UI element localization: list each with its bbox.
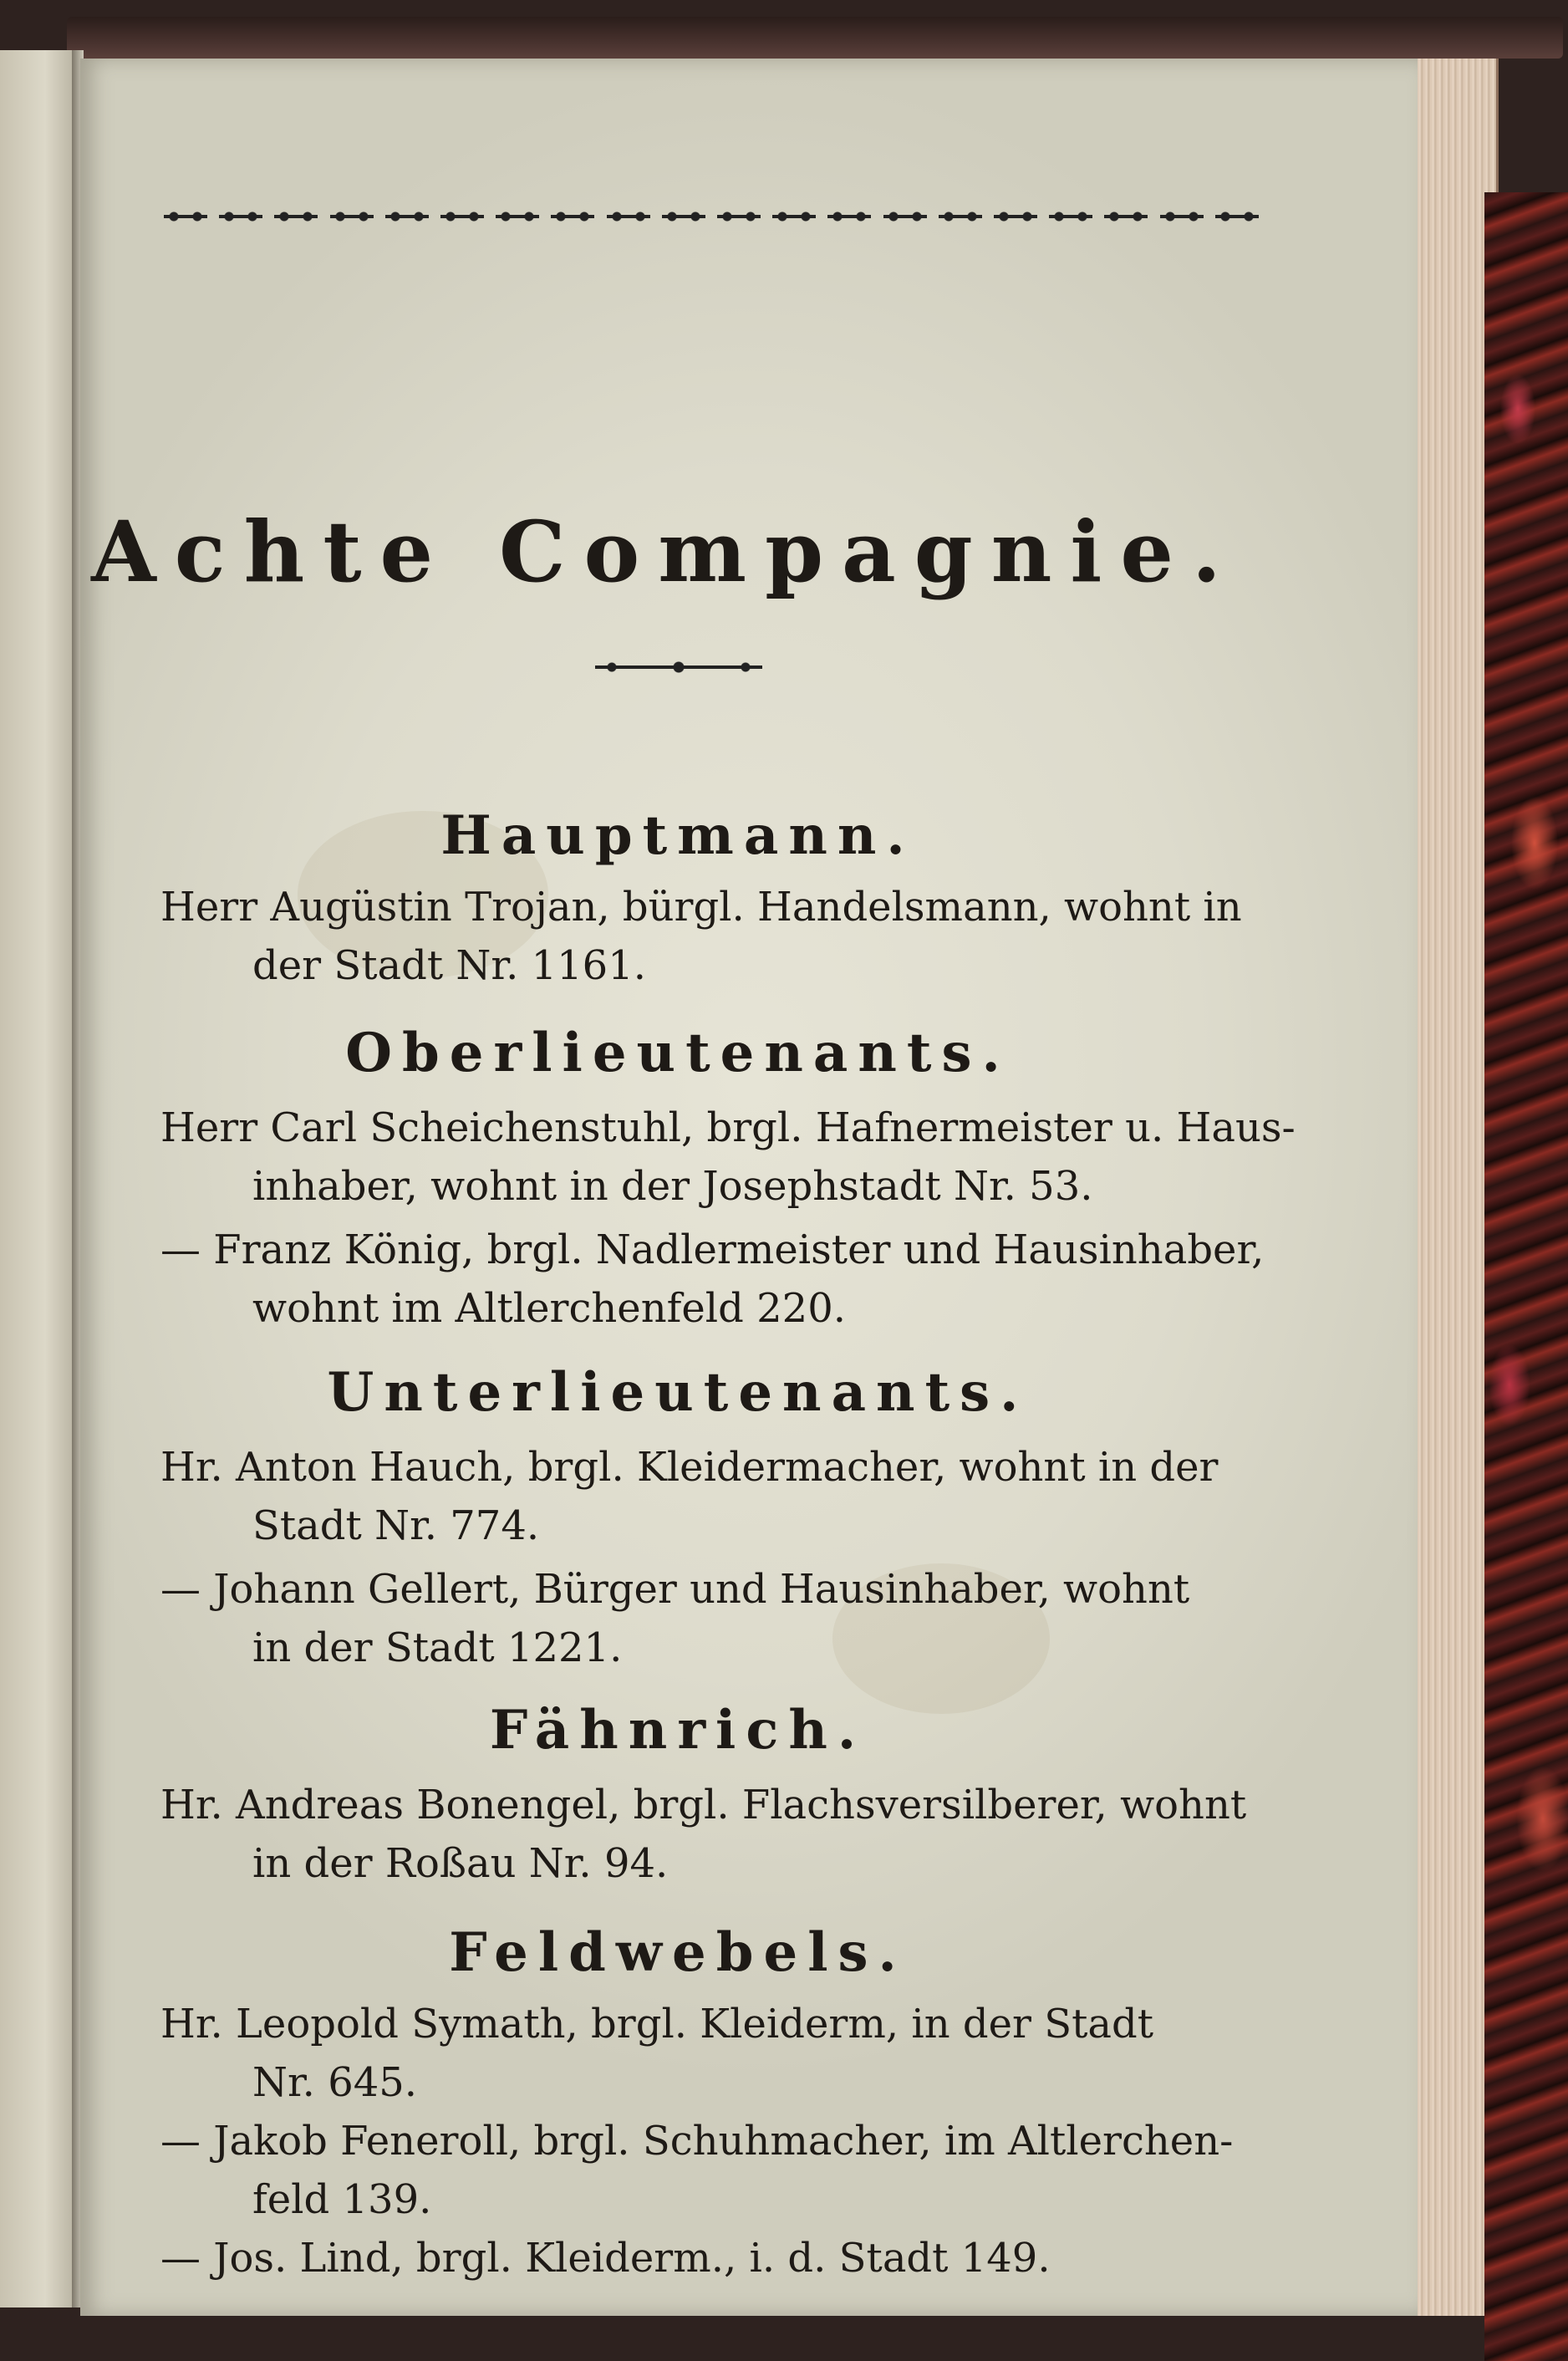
entry-line: Herr Carl Scheichenstuhl, brgl. Hafnermeister u. Haus- (160, 1104, 1296, 1151)
book-cover-top (67, 17, 1563, 59)
section-heading-hauptmann: Hauptmann. (440, 804, 915, 867)
entry-line: wohnt im Altlerchenfeld 220. (252, 1285, 846, 1332)
entry-line: Hr. Anton Hauch, brgl. Kleidermacher, wohnt in der (160, 1444, 1219, 1491)
section-heading-oberlieutenants: Oberlieutenants. (345, 1022, 1011, 1084)
entry-line: feld 139. (252, 2176, 432, 2223)
entry-line: — Jos. Lind, brgl. Kleiderm., i. d. Stadt 149. (160, 2235, 1051, 2282)
entry-feldwebel-2 (160, 2112, 1280, 2229)
page-title: Achte Compagnie. (91, 502, 1240, 601)
entry-oberlieutenant-2 (160, 1221, 1280, 1338)
entry-hauptmann-1 (160, 878, 1280, 995)
entry-line: Hr. Leopold Symath, brgl. Kleiderm, in der Stadt (160, 2001, 1154, 2047)
entry-line: Stadt Nr. 774. (252, 1502, 540, 1549)
entry-line: — Johann Gellert, Bürger und Hausinhaber, wohnt (160, 1566, 1190, 1613)
book-page (80, 59, 1418, 2316)
entry-line: — Franz König, brgl. Nadlermeister und Hausinhaber, (160, 1226, 1265, 1273)
entry-line: in der Roßau Nr. 94. (252, 1840, 669, 1887)
entry-line: Hr. Andreas Bonengel, brgl. Flachsversilberer, wohnt (160, 1782, 1247, 1828)
section-heading-feldwebels: Feldwebels. (449, 1921, 907, 1984)
entry-line: der Stadt Nr. 1161. (252, 942, 646, 989)
header-ornament-rule (164, 206, 1259, 227)
entry-unterlieutenant-1 (160, 1438, 1280, 1555)
entry-feldwebel-1 (160, 1995, 1280, 2112)
entry-line: Herr Augüstin Trojan, bürgl. Handelsmann, wohnt in (160, 884, 1242, 931)
entry-feldwebel-3 (160, 2229, 1280, 2287)
title-ornament (595, 660, 762, 674)
entry-oberlieutenant-1 (160, 1099, 1296, 1216)
entry-line: — Jakob Feneroll, brgl. Schuhmacher, im Altlerchen- (160, 2118, 1234, 2165)
entry-line: Nr. 645. (252, 2059, 418, 2106)
entry-faehnrich-1 (160, 1776, 1280, 1893)
entry-line: in der Stadt 1221. (252, 1624, 623, 1671)
left-facing-page (0, 50, 77, 2307)
section-heading-unterlieutenants: Unterlieutenants. (327, 1361, 1029, 1424)
section-heading-faehnrich: Fähnrich. (489, 1699, 867, 1762)
entry-unterlieutenant-2 (160, 1560, 1280, 1677)
entry-line: inhaber, wohnt in der Josephstadt Nr. 53. (252, 1163, 1093, 1210)
marbled-cover (1484, 192, 1568, 2361)
